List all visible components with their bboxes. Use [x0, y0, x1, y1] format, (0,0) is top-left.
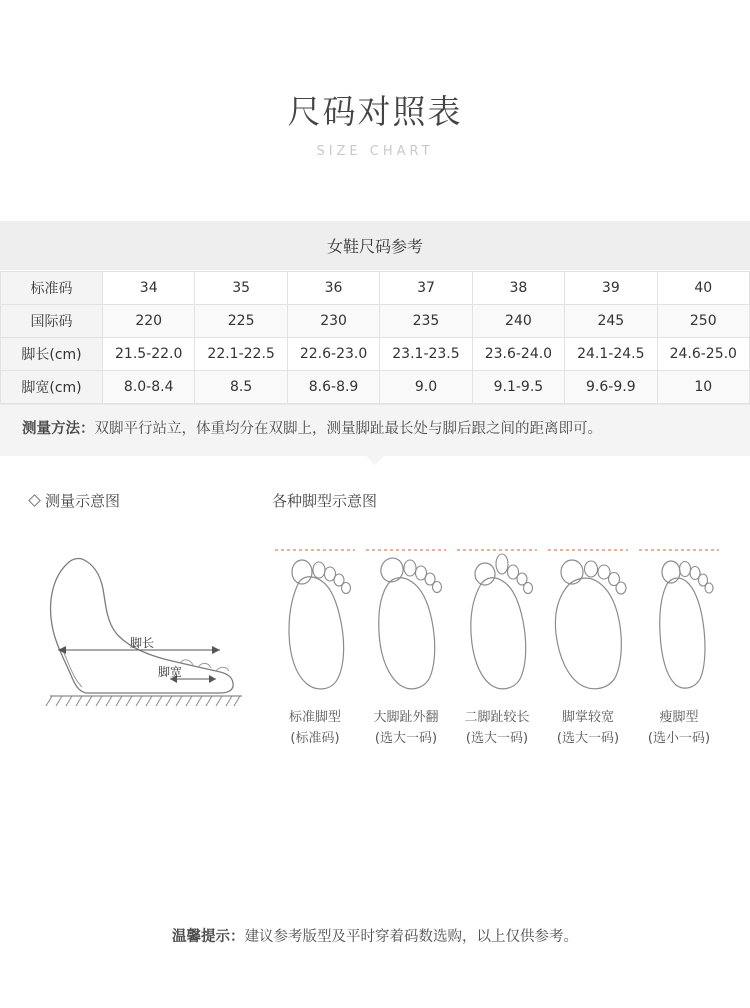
- page-title: 尺码对照表: [287, 92, 463, 131]
- table-row: [1, 271, 750, 304]
- footprint-wide-icon: [548, 538, 628, 698]
- measure-diagram-block: [30, 490, 255, 723]
- table-cell: 36: [287, 271, 379, 304]
- size-table: [0, 271, 750, 404]
- arrow-down-icon: [365, 455, 385, 465]
- size-table-block: [0, 221, 750, 404]
- table-cell: 40: [657, 271, 749, 304]
- page-header: [0, 0, 750, 159]
- table-cell: 24.1-24.5: [565, 337, 657, 370]
- measure-diagram-title: [30, 490, 255, 511]
- table-cell: 240: [472, 304, 564, 337]
- foot-type-advice: (选小一码): [647, 731, 711, 747]
- foot-types-title: 各种脚型示意图: [272, 492, 378, 511]
- table-caption: 女鞋尺码参考: [0, 221, 750, 271]
- foot-type-name: 二脚趾较长: [464, 710, 530, 726]
- table-cell: 10: [657, 370, 749, 403]
- table-row: [1, 337, 750, 370]
- table-cell: 245: [565, 304, 657, 337]
- foot-width-label: 脚宽: [157, 665, 183, 680]
- diagram-section: [0, 490, 750, 820]
- foot-length-label: 脚长: [129, 636, 155, 651]
- page-subtitle: SIZE CHART: [316, 143, 434, 159]
- table-cell: 8.6-8.9: [287, 370, 379, 403]
- table-cell: 23.6-24.0: [472, 337, 564, 370]
- row-header: 脚宽(cm): [1, 370, 103, 403]
- foot-print-illustration: [545, 533, 631, 698]
- table-cell: 23.1-23.5: [380, 337, 472, 370]
- table-cell: 35: [195, 271, 287, 304]
- foot-print-illustration: [363, 533, 449, 698]
- table-cell: 38: [472, 271, 564, 304]
- row-header: 国际码: [1, 304, 103, 337]
- table-cell: 39: [565, 271, 657, 304]
- table-cell: 225: [195, 304, 287, 337]
- table-cell: 22.6-23.0: [287, 337, 379, 370]
- foot-type-item: [272, 533, 358, 746]
- foot-type-item: [636, 533, 722, 746]
- measurement-note: [0, 404, 750, 457]
- table-cell: 8.5: [195, 370, 287, 403]
- row-header: 脚长(cm): [1, 337, 103, 370]
- footer-tip: [0, 925, 750, 946]
- row-header: 标准码: [1, 271, 103, 304]
- table-row: [1, 370, 750, 403]
- measurement-note-label: 测量方法：: [22, 420, 95, 437]
- foot-type-name: 脚掌较宽: [561, 710, 614, 726]
- table-cell: 9.0: [380, 370, 472, 403]
- table-cell: 9.1-9.5: [472, 370, 564, 403]
- foot-type-advice: (选大一码): [374, 731, 438, 747]
- footprint-bunion-icon: [366, 538, 446, 698]
- foot-type-name: 标准脚型: [288, 710, 341, 726]
- table-cell: 21.5-22.0: [103, 337, 195, 370]
- foot-type-name: 瘦脚型: [659, 710, 699, 726]
- table-cell: 250: [657, 304, 749, 337]
- foot-side-illustration: [30, 533, 245, 723]
- measure-diagram-title-text: 测量示意图: [45, 492, 121, 511]
- footer-tip-text: 建议参考版型及平时穿着码数选购，以上仅供参考。: [244, 929, 578, 945]
- table-cell: 34: [103, 271, 195, 304]
- table-cell: 24.6-25.0: [657, 337, 749, 370]
- foot-type-advice: (标准码): [290, 731, 340, 747]
- foot-print-illustration: [272, 533, 358, 698]
- measurement-note-text: 双脚平行站立，体重均分在双脚上，测量脚趾最长处与脚后跟之间的距离即可。: [94, 420, 602, 437]
- foot-type-name: 大脚趾外翻: [373, 710, 439, 726]
- foot-print-illustration: [454, 533, 540, 698]
- foot-type-advice: (选大一码): [556, 731, 620, 747]
- table-cell: 235: [380, 304, 472, 337]
- foot-types-block: [272, 490, 732, 746]
- table-cell: 220: [103, 304, 195, 337]
- foot-print-illustration: [636, 533, 722, 698]
- footer-tip-label: 温馨提示：: [172, 929, 245, 945]
- foot-type-advice: (选大一码): [465, 731, 529, 747]
- footprint-long-second-toe-icon: [457, 538, 537, 698]
- foot-type-item: [363, 533, 449, 746]
- table-cell: 37: [380, 271, 472, 304]
- table-cell: 230: [287, 304, 379, 337]
- footprint-narrow-icon: [639, 538, 719, 698]
- table-cell: 9.6-9.9: [565, 370, 657, 403]
- table-row: [1, 304, 750, 337]
- footprint-standard-icon: [275, 538, 355, 698]
- foot-type-item: [454, 533, 540, 746]
- foot-types-row: [272, 533, 722, 746]
- table-cell: 8.0-8.4: [103, 370, 195, 403]
- foot-side-svg: [30, 533, 245, 723]
- diamond-icon: [28, 494, 41, 507]
- table-cell: 22.1-22.5: [195, 337, 287, 370]
- foot-type-item: [545, 533, 631, 746]
